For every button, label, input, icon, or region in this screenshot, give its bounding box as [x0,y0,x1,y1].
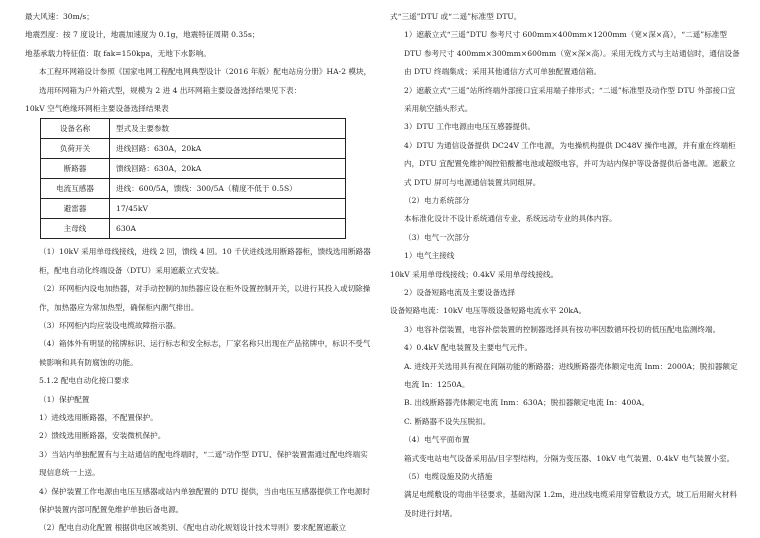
seismic-intensity: 地震烈度：按 7 度设计，地震加速度为 0.1g，地震特征周期 0.35s； [25,30,260,40]
paragraph: （3）环网柜内均应装设电缆故障指示器。 [39,321,181,330]
table-row [41,219,346,239]
paragraph: 本标准化设计不设计系统通信专业、系统远动专业的具体内容。 [404,214,617,224]
subsection-heading: （5）电缆设施及防火措施 [404,471,493,481]
right-column [390,8,740,523]
table-cell: 进线：600/5A，馈线：300/5A（精度不低于 0.5S） [110,179,346,199]
table-caption: 10kV 空气绝缘环网柜主要设备选择结果表 [25,103,169,113]
table-cell: 负荷开关 [41,139,110,159]
subsection-heading: （1）保护配置 [39,394,90,404]
list-item: 1）进线选用断路器，不配置保护。 [39,412,158,422]
table-row [41,119,346,139]
list-item: C. 断路器不设失压脱扣。 [404,416,491,426]
list-item: 2）遮蔽立式“三遥”站所终端外部接口宜采用端子排形式；“二遥”标准型及动作型 DTU 外部接口宜采用航空插头形式。 [404,85,736,114]
list-item: 1）电气主接线 [404,251,455,261]
list-item: 3）DTU 工作电源由电压互感器提供。 [404,122,536,132]
table-row [41,199,346,219]
list-item: 2）馈线选用断路器，安装微机保护。 [39,431,166,441]
max-wind-speed: 最大风速：30m/s； [25,12,94,21]
list-item: 4）DTU 为通信设备提供 DC24V 工作电源，为电操机构提供 DC48V 操作电源，并有重在终端柜内，DTU 宜配置免维护阀控铅酸蓄电池或超级电容，并可为站内保护等设备提供后备电源。遮蔽立式 DTU 屏可与电源通信装置共同组屏。 [404,140,736,187]
section-heading: 5.1.2 配电自动化接口要求 [39,376,130,386]
list-item: 1）遮蔽立式“三遥”DTU 参考尺寸 600mm×400mm×1200mm（宽×深×高），“二遥”标准型 DTU 参考尺寸 400mm×300mm×600mm（宽×深×高）。采用无线方式与主站通信时，通信设备由 DTU 终端集成；采用其他通信方式可单独配置通信箱。 [404,30,740,77]
table-cell: 馈线回路：630A，20kA [110,159,346,179]
table-cell: 主母线 [41,219,110,239]
equipment-selection-table [40,118,346,239]
paragraph: 设备短路电流：10kV 电压等级设备短路电流水平 20kA。 [390,306,587,316]
table-cell: 进线回路：630A，20kA [110,139,346,159]
list-item: B. 出线断路器壳体额定电流 Inm：630A；脱扣器额定电流 In：400A。 [404,398,650,408]
list-item: 3）当站内单独配置有与主站通信的配电终端时，“二遥”动作型 DTU、保护装置需通过配电终端实现信息统一上送。 [39,449,368,478]
paragraph: 满足电缆敷设的弯曲半径要求，基础沟深 1.2m，进出线电缆采用穿管敷设方式，坡工后用耐火材料及时进行封堵。 [404,490,738,518]
left-column [25,8,375,538]
table-row [41,159,346,179]
list-item: 4）保护装置工作电源由电压互感器或站内单独配置的 DTU 提供，当由电压互感器提供工作电源时保护装置内部可配置免维护单独后备电源。 [39,486,370,514]
paragraph: （2）环网柜内设电加热器，对手动控制的加热器应设在柜外设置控制开关，以进行其投入或切除操作，加热器应为常加热型，确保柜内潮气排出。 [39,284,371,312]
table-cell: 17/45kV [110,199,346,219]
table-row [41,139,346,159]
table-cell: 断路器 [41,159,110,179]
subsection-heading: （3）电气一次部分 [404,232,470,242]
list-item: 4）0.4kV 配电装置及主要电气元件。 [404,343,533,353]
paragraph: （2）配电自动化配置 根据供电区域类别、《配电自动化规划设计技术导则》要求配置遮蔽立 [39,523,347,533]
foundation-capacity: 地基承载力特征值：取 fak=150kpa，无地下水影响。 [25,48,211,58]
table-cell: 型式及主要参数 [110,119,346,139]
subsection-heading: （4）电气平面布置 [404,435,470,445]
subsection-heading: （2）电力系统部分 [404,196,470,206]
table-cell: 避雷器 [41,199,110,219]
list-item: 2）设备短路电流及主要设备选择 [404,287,516,297]
list-item: 3）电容补偿装置，电容补偿装置的控制器选择具有按功率因数循环投切的低压配电监测终端。 [404,324,721,334]
paragraph: （4）箱体外有明显的铭牌标识、运行标志和安全标志，厂家名称只出现在产品铭牌中，标识不受气候影响和具有防腐蚀的功能。 [39,339,371,367]
paragraph: （1）10kV 采用单母线接线，进线 2 回，馈线 4 回。10 千伏进线选用断路器柜，馈线选用断路器柜，配电自动化终端设备（DTU）采用遮蔽立式安装。 [39,247,371,275]
paragraph: 10kV 采用单母线接线；0.4kV 采用单母线接线。 [390,269,559,279]
paragraph: 式“三遥”DTU 或“二遥”标准型 DTU。 [390,12,522,21]
list-item: A. 进线开关选用具有视在间隔功能的断路器；进线断路器壳体额定电流 Inm：2000A；脱扣器额定电流 In：1250A。 [404,361,738,389]
table-cell: 电流互感器 [41,179,110,199]
table-cell: 630A [110,219,346,239]
design-reference-paragraph: 本工程环网箱设计参照《国家电网工程配电网典型设计（2016 年版）配电站房分册》HA-2 模块，选用环网箱为户外箱式型，规模为 2 进 4 出环网箱主要设备选择结果见下表： [39,67,372,95]
table-cell: 设备名称 [41,119,110,139]
paragraph: 箱式变电站电气设备采用品/目字型结构，分隔为变压器、10kV 电气装置、0.4kV 电气装置小室。 [404,453,735,463]
table-row [41,179,346,199]
